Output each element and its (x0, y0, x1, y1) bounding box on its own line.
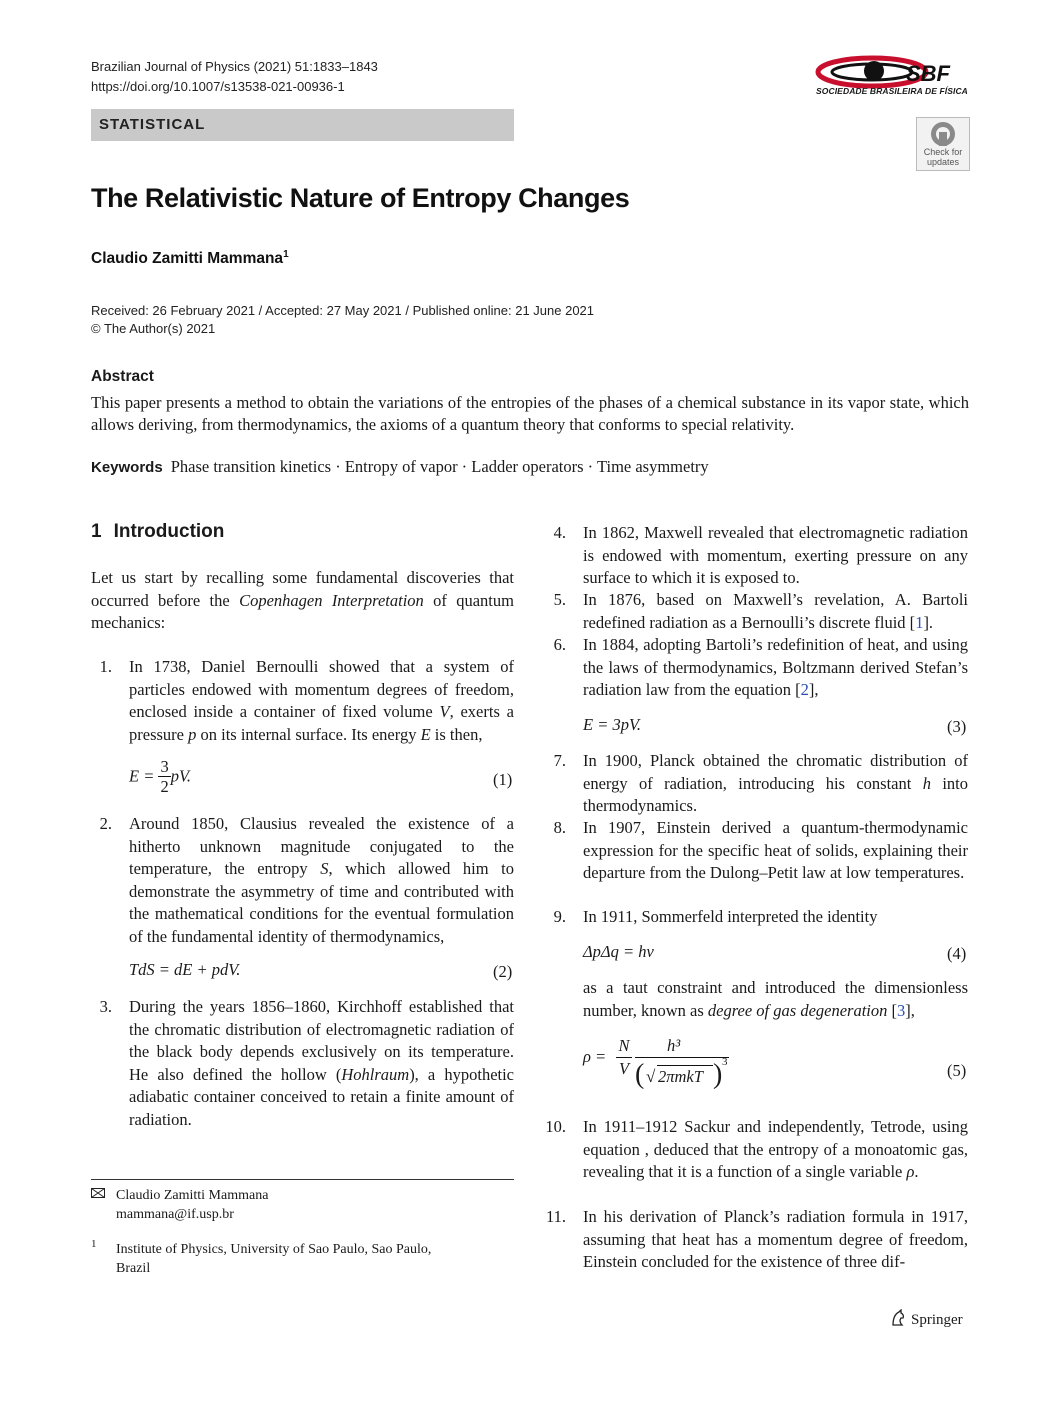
list-number: 11. (545, 1207, 566, 1226)
list-number: 6. (553, 635, 566, 654)
list-number: 4. (553, 523, 566, 542)
abstract-text: This paper presents a method to obtain the variations of the entropies of the phases of a chemical substance in its vapor state, which allows deriving, from thermodynamics, the axioms of a quantum theory that conforms to special relativity. (91, 393, 969, 434)
math-var: ρ (906, 1162, 915, 1181)
equation-5-label: (5) (947, 1061, 967, 1080)
frac-num: 3 (160, 757, 169, 776)
text-run: Around 1850, Clausius revealed the existence of a hitherto unknown magnitude conjugated to the temperature, the entropy (129, 814, 514, 878)
paren-open: ( (635, 1059, 645, 1090)
text-run: is then, (430, 724, 483, 744)
sbf-logo-caption: SOCIEDADE BRASILEIRA DE FÍSICA (816, 86, 968, 96)
eq-rhs: pV. (170, 766, 192, 786)
frac-num: h³ (667, 1036, 681, 1055)
publication-dates (91, 302, 594, 338)
publisher-name: Springer (911, 1312, 963, 1328)
frac-den: V (618, 1059, 630, 1078)
item-9-continuation (583, 977, 968, 1022)
equation-3: E = 3pV. (583, 715, 642, 734)
envelope-icon (91, 1186, 105, 1205)
keywords-text: Phase transition kinetics · Entropy of vapor · Ladder operators · Time asymmetry (170, 457, 709, 476)
affiliation-mark: 1 (283, 249, 289, 260)
list-number: 5. (553, 590, 566, 609)
equation-1 (129, 758, 191, 797)
math-var: h (922, 773, 931, 793)
springer-horse-icon (889, 1309, 907, 1327)
text-run: During the years 1856–1860, Kirchhoff established that the chromatic distribution of electromagnetic radiation of the black body depends exclusively on its temperature. He also defined the hollow ( (129, 997, 514, 1084)
text-run: In 1884, adopting Bartoli’s redefinition of heat, and using the laws of thermodynamics, Boltzmann derived Stefan’s radiation law from the equation [ (583, 635, 968, 699)
journal-citation: Brazilian Journal of Physics (2021) 51:1833–1843 (91, 59, 378, 74)
section-heading (91, 521, 224, 543)
text-run: [ (887, 1000, 898, 1020)
math-var: V (439, 702, 450, 721)
list-text (583, 750, 968, 818)
list-text: In his derivation of Planck’s radiation formula in 1917, assuming that heat has a momentum degree of freedom, Einstein concluded for the existence of three dif- (583, 1207, 968, 1271)
intro-emphasis: Copenhagen Interpretation (239, 590, 424, 610)
contact-email[interactable]: mammana@if.usp.br (116, 1207, 234, 1222)
equation-5 (583, 1036, 783, 1096)
equation-3-label: (3) (947, 717, 967, 736)
math-var: S (320, 859, 329, 878)
list-number: 10. (545, 1117, 566, 1136)
list-text (583, 634, 968, 702)
corresponding-author (116, 1186, 268, 1224)
footnote-rule (91, 1179, 514, 1180)
list-number: 2. (99, 814, 112, 833)
author-line (91, 249, 289, 268)
equation-4-label: (4) (947, 944, 967, 963)
text-run: ], (808, 680, 819, 699)
eq-fraction (158, 758, 170, 797)
check-updates-icon (917, 118, 969, 148)
affiliation-line-2: Brazil (116, 1261, 151, 1276)
text-run: In 1738, Daniel Bernoulli showed that a system of particles endowed with momentum degrees of freedom, enclosed inside a container of fixed volume (129, 657, 514, 721)
fraction-bar (635, 1057, 729, 1058)
text-run: ), a hypothetic adiabatic container conceived to retain a finite amount of radiation. (129, 1064, 515, 1129)
list-text (129, 996, 514, 1131)
list-number: 7. (553, 751, 566, 770)
list-number: 3. (99, 997, 112, 1016)
check-updates-label: Check for updates (923, 147, 963, 167)
list-text (583, 1116, 968, 1184)
sqrt-sign: √ (646, 1067, 656, 1086)
emphasis: degree of gas degeneration (707, 1000, 888, 1020)
equation-4: ΔpΔq = hν (583, 942, 654, 961)
text-run: In 1911–1912 Sackur and independently, Tetrode, using equation , deduced that the entropy of a monoatomic gas, revealing that it is a function of a single variable (583, 1117, 968, 1181)
text-run: into thermodynamics. (583, 773, 969, 815)
list-number: 1. (99, 657, 112, 676)
section-label-bar (91, 109, 514, 141)
text-run: . (914, 1162, 919, 1181)
keywords-label: Keywords (91, 459, 163, 476)
citation-link[interactable]: 2 (800, 680, 809, 699)
citation-link[interactable]: 3 (897, 1000, 906, 1020)
sbf-logo (814, 50, 970, 98)
sbf-logo-text: SBF (906, 61, 950, 86)
text-run: , which allowed him to demonstrate the asymmetry of time and contributed with the mathematical conditions for the eventual formulation of the fundamental identity of thermodynamics, (129, 859, 514, 946)
check-updates-badge[interactable] (916, 117, 970, 171)
text-run: In 1876, based on Maxwell’s revelation, A. Bartoli redefined radiation as a Bernoulli’s discrete fluid [ (583, 590, 968, 632)
text-run: , exerts a pressure (129, 702, 514, 744)
frac-num: N (618, 1036, 630, 1055)
doi-link[interactable]: https://doi.org/10.1007/s13538-021-00936-1 (91, 79, 345, 94)
list-number: 9. (553, 907, 566, 926)
list-number: 8. (553, 818, 566, 837)
keywords-line (91, 457, 709, 477)
text-run: ]. (923, 612, 934, 632)
intro-text-b: of quantum mechanics: (91, 590, 514, 632)
exponent: 3 (722, 1056, 728, 1068)
dates-line: Received: 26 February 2021 / Accepted: 27 May 2021 / Published online: 21 June 2021 (91, 303, 595, 318)
copyright-line: © The Author(s) 2021 (91, 321, 216, 336)
math-var: E (420, 724, 431, 744)
frac-den: 2 (160, 777, 169, 796)
publisher-mark (889, 1309, 963, 1329)
list-text (129, 813, 514, 948)
text-run: on its internal surface. Its energy (196, 724, 421, 744)
math-var: p (188, 724, 197, 744)
list-text: In 1907, Einstein derived a quantum-thermodynamic expression for the specific heat of solids, explaining their departure from the Dulong–Petit law at low temperatures. (583, 818, 968, 882)
section-label: STATISTICAL (99, 116, 206, 133)
citation-link[interactable]: 1 (915, 612, 924, 632)
section-number: 1 (91, 521, 102, 542)
emphasis: Hohlraum (341, 1064, 410, 1084)
equation-2: TdS = dE + pdV. (129, 960, 241, 979)
equation-1-label: (1) (493, 770, 513, 789)
list-text: In 1862, Maxwell revealed that electromagnetic radiation is endowed with momentum, exerting pressure on any surface to which it is exposed to. (583, 523, 968, 587)
affiliation-text (116, 1240, 431, 1278)
list-text (129, 656, 514, 746)
list-text: In 1911, Sommerfeld interpreted the identity (583, 907, 878, 926)
sqrt-bar (657, 1065, 713, 1066)
section-title: Introduction (113, 521, 225, 542)
paren-close: ) (713, 1059, 723, 1090)
equation-2-label: (2) (493, 962, 513, 981)
list-text (583, 589, 968, 634)
text-run: In 1900, Planck obtained the chromatic distribution of energy of radiation, introducing his constant (583, 751, 968, 793)
intro-paragraph (91, 567, 514, 635)
intro-text-a: Let us start by recalling some fundamental discoveries that occurred before the (91, 568, 514, 610)
fraction-bar (616, 1057, 632, 1058)
paper-title: The Relativistic Nature of Entropy Changes (91, 183, 630, 213)
contact-name: Claudio Zamitti Mammana (116, 1188, 269, 1203)
text-run: as a taut constraint and introduced the dimensionless number, known as (583, 978, 968, 1020)
affiliation-number: 1 (91, 1238, 97, 1250)
abstract-heading: Abstract (91, 368, 154, 385)
eq-lhs: ρ = (583, 1047, 607, 1066)
eq-lhs: E = (129, 766, 159, 786)
affiliation-line-1: Institute of Physics, University of Sao Paulo, Sao Paulo, (116, 1242, 432, 1257)
sqrt-radicand: 2πmkT (658, 1067, 703, 1086)
author-name[interactable]: Claudio Zamitti Mammana (91, 250, 284, 267)
text-run: ], (905, 1000, 915, 1020)
